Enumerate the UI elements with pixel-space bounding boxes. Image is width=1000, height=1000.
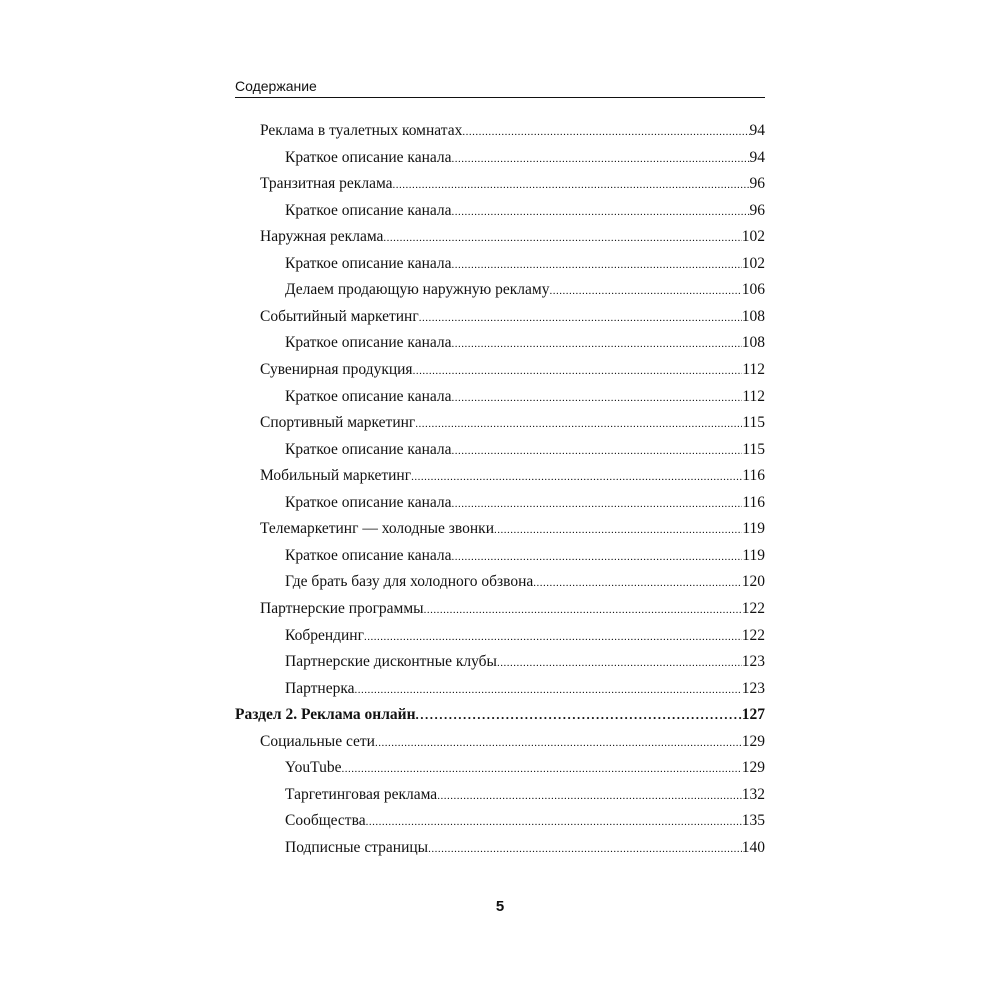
- dot-leader: [452, 332, 742, 356]
- dot-leader: [375, 731, 742, 755]
- toc-entry: [285, 146, 765, 170]
- toc-entry-title: Краткое описание канала: [285, 546, 452, 564]
- toc-entry: [285, 836, 765, 860]
- toc-entry-page: 115: [742, 440, 765, 458]
- toc-entry-title: Партнерские дисконтные клубы: [285, 653, 497, 670]
- toc-entry-title: Краткое описание канала: [285, 254, 452, 272]
- toc-entry: [285, 783, 765, 807]
- toc-entry: [260, 358, 765, 382]
- toc-entry: [260, 517, 765, 541]
- toc-entry-title: Наружная реклама: [260, 228, 384, 246]
- toc-entry-page: 116: [742, 493, 765, 511]
- toc-entry-page: 94: [749, 122, 765, 139]
- toc-entry: [260, 119, 765, 143]
- dot-leader: [452, 545, 743, 569]
- dot-leader: [364, 625, 742, 649]
- toc-entry-page: 119: [742, 546, 765, 564]
- toc-entry-title: Краткое описание канала: [285, 493, 452, 511]
- toc-entry-title: Кобрендинг: [285, 626, 364, 644]
- toc-entry-title: YouTube: [285, 759, 342, 777]
- toc-entry-title: Краткое описание канала: [285, 387, 452, 405]
- toc-entry-title: Сообщества: [285, 812, 366, 830]
- toc-section-heading: [235, 703, 765, 727]
- toc-entry-page: 108: [741, 334, 765, 352]
- dot-leader: [494, 518, 742, 542]
- toc-entry-title: Краткое описание канала: [285, 148, 452, 166]
- dot-leader: [452, 386, 743, 410]
- toc-entry-title: Социальные сети: [260, 732, 375, 750]
- toc-entry-title: Транзитная реклама: [260, 175, 393, 193]
- toc-entry-title: Мобильный маркетинг: [260, 467, 412, 485]
- toc-entry-title: Краткое описание канала: [285, 201, 452, 219]
- toc-entry-title: Спортивный маркетинг: [260, 414, 416, 432]
- toc-entry-title: Телемаркетинг — холодные звонки: [260, 520, 494, 538]
- toc-entry: [285, 570, 765, 594]
- toc-entry-page: 112: [742, 387, 765, 405]
- toc-entry-title: Раздел 2. Реклама онлайн: [235, 706, 416, 724]
- dot-leader: [533, 571, 742, 595]
- dot-leader: [462, 120, 749, 144]
- toc-entry-page: 102: [741, 254, 765, 272]
- dot-leader: [383, 226, 741, 250]
- toc-entry-page: 119: [742, 520, 765, 538]
- toc-entry-page: 123: [741, 653, 765, 670]
- dot-leader: [452, 253, 742, 277]
- dot-leader: [415, 412, 742, 436]
- dot-leader: [393, 173, 750, 197]
- toc-entry-page: 129: [741, 732, 765, 750]
- toc-entry: [285, 385, 765, 409]
- toc-entry-title: Сувенирная продукция: [260, 361, 413, 378]
- dot-leader: [416, 703, 742, 727]
- toc-entry: [285, 199, 765, 223]
- toc-entry: [260, 730, 765, 754]
- toc-entry: [285, 544, 765, 568]
- toc-entry: [285, 809, 765, 833]
- toc-entry-page: 94: [749, 148, 765, 166]
- toc-entry-page: 120: [741, 573, 765, 591]
- toc-entry-page: 116: [742, 467, 765, 485]
- toc-entry-page: 129: [741, 759, 765, 777]
- dot-leader: [424, 598, 742, 622]
- toc-entry: [260, 597, 765, 621]
- toc-entry-title: Где брать базу для холодного обзвона: [285, 573, 534, 591]
- toc-entry: [285, 624, 765, 648]
- toc-entry-title: Партнерские программы: [260, 599, 424, 617]
- dot-leader: [428, 837, 742, 861]
- dot-leader: [452, 147, 750, 171]
- toc-entry: [285, 438, 765, 462]
- toc-entry: [260, 172, 765, 196]
- toc-entry: [285, 756, 765, 780]
- toc-entry-title: Краткое описание канала: [285, 334, 452, 352]
- toc-entry-page: 115: [742, 414, 765, 432]
- toc-entry-page: 102: [741, 228, 765, 246]
- toc-entry-page: 127: [741, 706, 765, 724]
- running-head-title: Содержание: [235, 78, 317, 94]
- toc-entry: [260, 305, 765, 329]
- toc-entry-title: Подписные страницы: [285, 838, 429, 856]
- dot-leader: [366, 810, 742, 834]
- toc-entry-page: 96: [749, 201, 765, 219]
- toc-entry: [260, 225, 765, 249]
- toc-entry: [285, 331, 765, 355]
- dot-leader: [411, 465, 742, 489]
- toc-entry-page: 96: [749, 175, 765, 193]
- dot-leader: [413, 359, 743, 383]
- toc-entry: [285, 491, 765, 515]
- toc-entry-page: 122: [741, 599, 765, 617]
- dot-leader: [549, 279, 741, 303]
- toc-entry: [285, 252, 765, 276]
- toc-entry-page: 123: [741, 679, 765, 697]
- dot-leader: [452, 200, 750, 224]
- toc-entry: [285, 650, 765, 674]
- toc-entry-title: Событийный маркетинг: [260, 307, 419, 325]
- toc-entry-page: 135: [741, 812, 765, 830]
- toc-entry-title: Краткое описание канала: [285, 440, 452, 458]
- toc-entry-page: 122: [741, 626, 765, 644]
- toc-entry-title: Таргетинговая реклама: [285, 785, 438, 803]
- toc-entry-page: 112: [742, 361, 765, 378]
- dot-leader: [452, 492, 743, 516]
- toc-entry-page: 108: [741, 307, 765, 325]
- toc-entry-title: Реклама в туалетных комнатах: [260, 122, 463, 139]
- dot-leader: [355, 678, 742, 702]
- toc-entry: [260, 411, 765, 435]
- page-number: 5: [495, 898, 505, 915]
- toc-entry-page: 132: [741, 785, 765, 803]
- toc-entry-page: 106: [741, 281, 765, 299]
- toc-entry: [285, 278, 765, 302]
- toc-entry-title: Делаем продающую наружную рекламу: [285, 281, 550, 299]
- dot-leader: [437, 784, 742, 808]
- toc-entry-page: 140: [741, 838, 765, 856]
- toc-entry-title: Партнерка: [285, 679, 355, 697]
- dot-leader: [452, 439, 743, 463]
- dot-leader: [497, 651, 742, 675]
- dot-leader: [419, 306, 742, 330]
- dot-leader: [341, 757, 741, 781]
- toc-entry: [285, 677, 765, 701]
- toc-entry: [260, 464, 765, 488]
